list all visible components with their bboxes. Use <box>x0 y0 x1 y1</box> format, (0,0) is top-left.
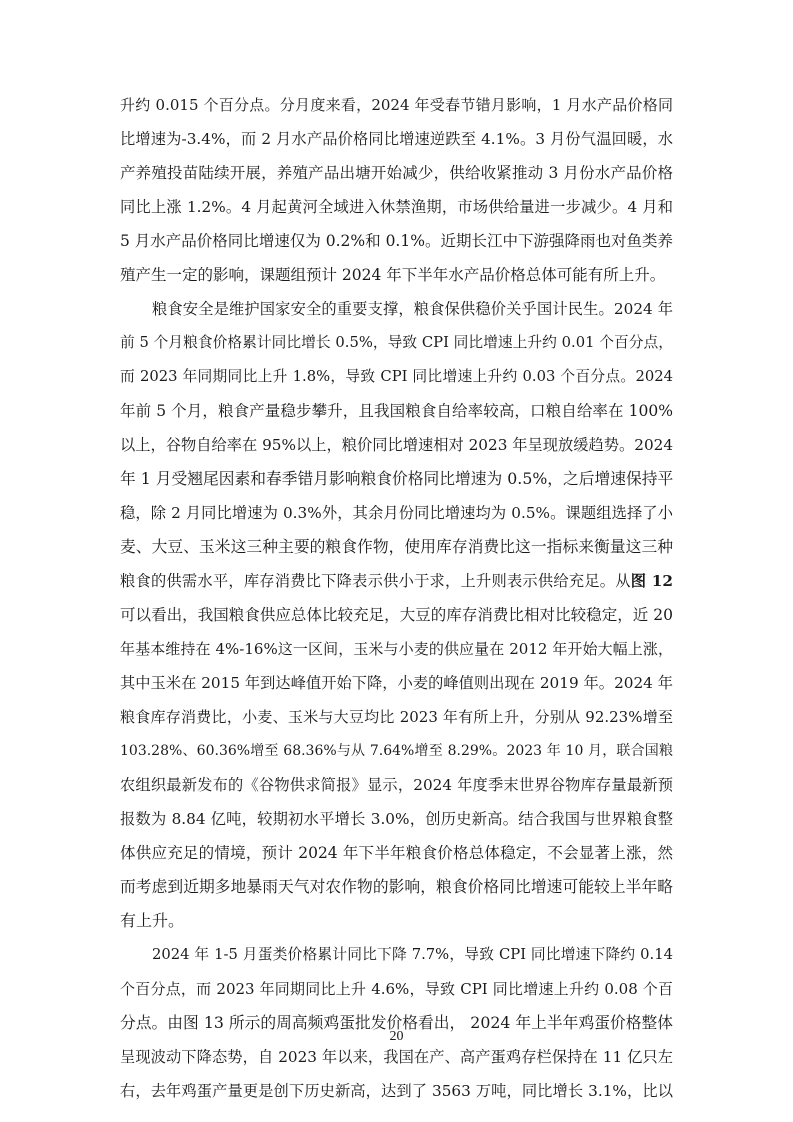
text-line: 而 2023 年同期同比上升 1.8%，导致 CPI 同比增速上升约 0.03 个百分点。2024 <box>120 368 673 385</box>
text-line: 农组织最新发布的《谷物供求简报》显示，2024 年度季末世界谷物库存量最新预 <box>120 776 673 794</box>
text-line: 分点。由图 13 所示的周高频鸡蛋批发价格看出， 2024 年上半年鸡蛋价格整体 <box>120 1013 673 1032</box>
text-line: 其中玉米在 2015 年到达峰值开始下降，小麦的峰值则出现在 2019 年。2024 年 <box>120 674 673 692</box>
text-line: 升约 0.015 个百分点。分月度来看，2024 年受春节错月影响，1 月水产品价格同 <box>120 96 673 114</box>
text-line: 103.28%、60.36%增至 68.36%与从 7.64%增至 8.29%。2023 年 10 月，联合国粮 <box>120 743 673 759</box>
figure-reference-link[interactable]: 图 12 <box>630 572 674 590</box>
text-line: 前 5 个月粮食价格累计同比增长 0.5%，导致 CPI 同比增速上升约 0.01 个百分点， <box>120 334 673 351</box>
text-line: 年 1 月受翘尾因素和春季错月影响粮食价格同比增速为 0.5%，之后增速保持平 <box>120 469 674 488</box>
text-line: 以上，谷物自给率在 95%以上，粮价同比增速相对 2023 年呈现放缓趋势。2024 <box>120 436 674 454</box>
text-line: 个百分点，而 2023 年同期同比上升 4.6%，导致 CPI 同比增速上升约 0.08 个百 <box>120 980 673 998</box>
text-line: 粮食库存消费比，小麦、玉米与大豆均比 2023 年有所上升，分别从 92.23%增至 <box>120 708 673 726</box>
text-line: 有上升。 <box>120 911 185 930</box>
text-line: 而考虑到近期多地暴雨天气对农作物的影响，粮食价格同比增速可能较上半年略 <box>120 877 673 896</box>
document-page <box>120 88 673 1108</box>
text-line: 5 月水产品价格同比增速仅为 0.2%和 0.1%。近期长江中下游强降雨也对鱼类养 <box>120 232 673 250</box>
text-line: 稳，除 2 月同比增速为 0.3%外，其余月份同比增速均为 0.5%。课题组选择了小 <box>120 504 673 522</box>
text-line: 体供应充足的情境，预计 2024 年下半年粮食价格总体稳定，不会显著上涨，然 <box>120 844 673 862</box>
paragraph-grain-security <box>120 292 673 938</box>
text-line: 同比上涨 1.2%。4 月起黄河全域进入休禁渔期，市场供给量进一步减少。4 月和 <box>120 198 673 216</box>
text-line: 殖产生一定的影响，课题组预计 2024 年下半年水产品价格总体可能有所上升。 <box>120 266 666 284</box>
text-line: 可以看出，我国粮食供应总体比较充足，大豆的库存消费比相对比较稳定，近 20 <box>120 606 673 624</box>
text-line: 2024 年 1-5 月蛋类价格累计同比下降 7.7%，导致 CPI 同比增速下降约 0.14 <box>152 946 673 963</box>
text-line: 报数为 8.84 亿吨，较期初水平增长 3.0%，创历史新高。结合我国与世界粮食整 <box>120 810 673 828</box>
text-line: 年前 5 个月，粮食产量稳步攀升，且我国粮食自给率较高，口粮自给率在 100% <box>120 402 673 420</box>
paragraph-egg-prices <box>120 938 673 1108</box>
text-line-segment: 粮食的供需水平，库存消费比下降表示供小于求，上升则表示供给充足。从 <box>120 572 631 590</box>
text-line-with-figure-ref <box>120 564 673 598</box>
text-line: 比增速为-3.4%，而 2 月水产品价格同比增速逆跌至 4.1%。3 月份气温回暖，水 <box>120 130 673 148</box>
text-line: 产养殖投苗陆续开展，养殖产品出塘开始减少，供给收紧推动 3 月份水产品价格 <box>120 164 673 182</box>
text-line: 麦、大豆、玉米这三种主要的粮食作物，使用库存消费比这一指标来衡量这三种 <box>120 537 673 556</box>
text-line: 年基本维持在 4%-16%这一区间，玉米与小麦的供应量在 2012 年开始大幅上涨， <box>120 640 673 658</box>
paragraph-aquatic-products <box>120 88 673 292</box>
text-line: 呈现波动下降态势，自 2023 年以来，我国在产、高产蛋鸡存栏保持在 11 亿只左 <box>120 1048 673 1066</box>
text-line: 右，去年鸡蛋产量更是创下历史新高，达到了 3563 万吨，同比增长 3.1%，比以 <box>120 1082 673 1100</box>
text-line: 粮食安全是维护国家安全的重要支撑，粮食保供稳价关乎国计民生。2024 年 <box>152 300 673 318</box>
page-number: 20 <box>389 1029 404 1044</box>
